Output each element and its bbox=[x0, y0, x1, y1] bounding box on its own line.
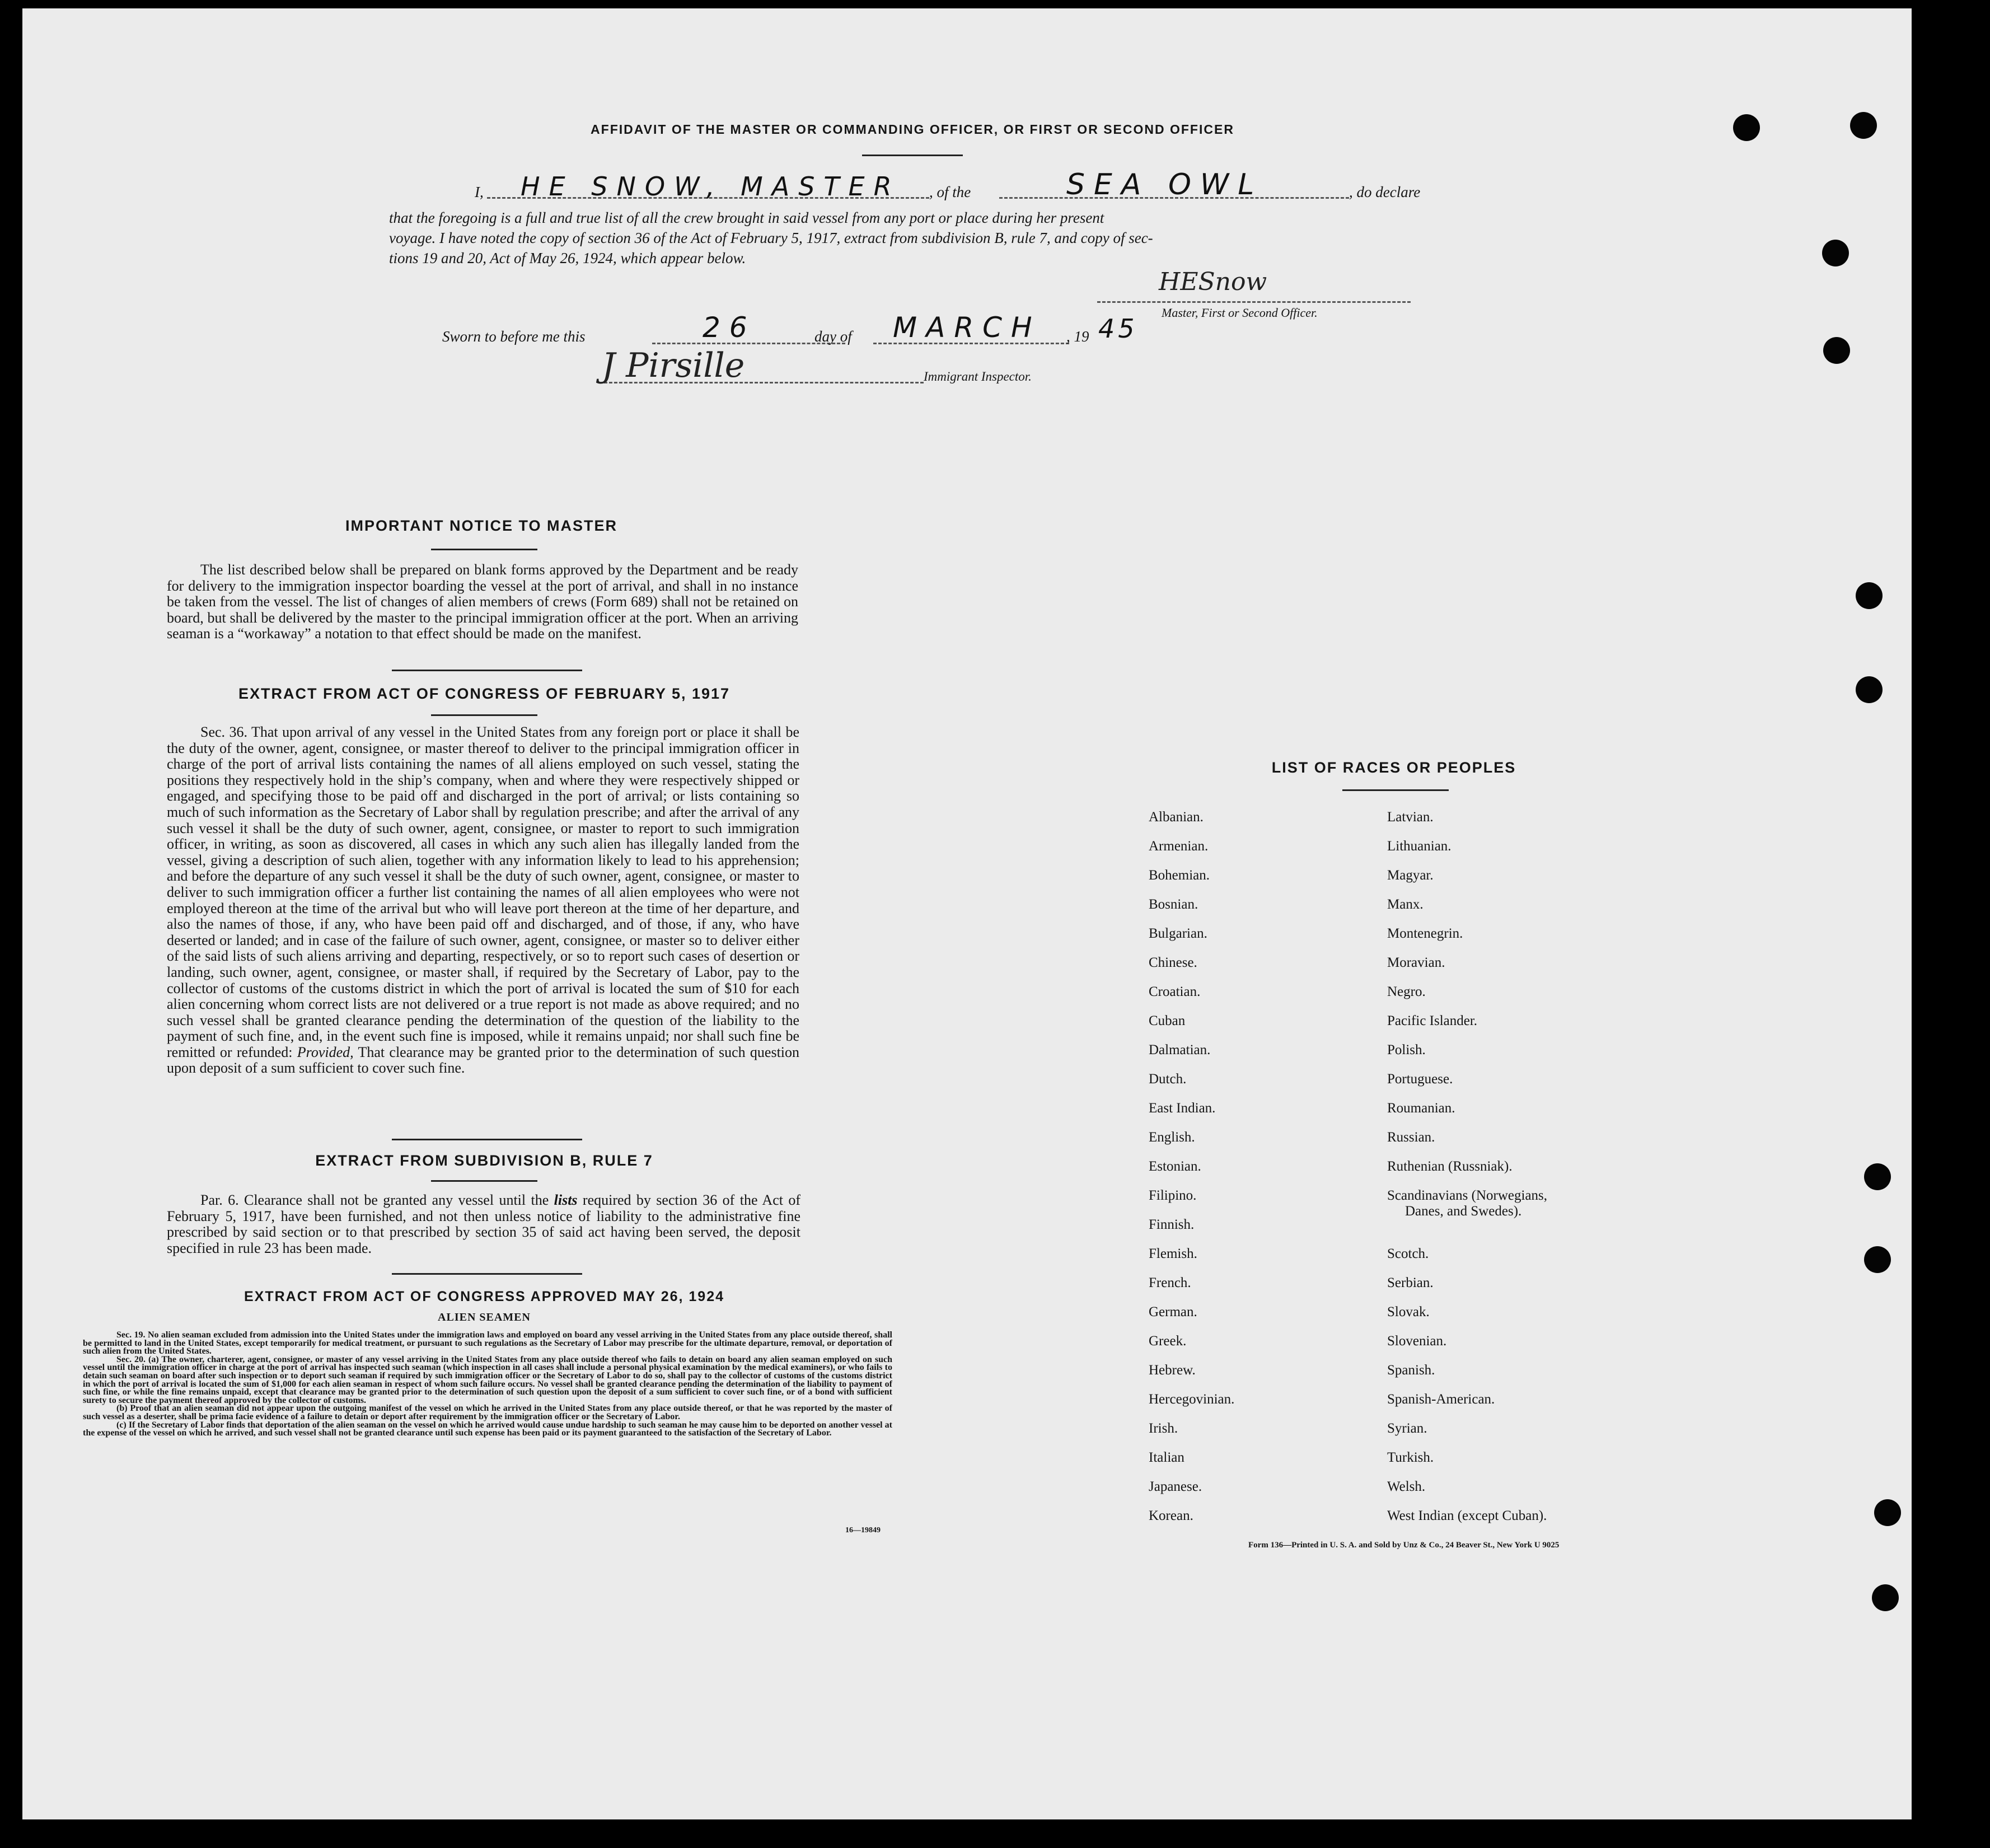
sworn-month-handwritten[interactable]: MARCH bbox=[893, 311, 1041, 344]
punch-hole bbox=[1874, 1499, 1901, 1526]
race-item: Magyar. bbox=[1387, 868, 1434, 883]
race-item: Dutch. bbox=[1149, 1072, 1187, 1087]
race-item: Croatian. bbox=[1149, 984, 1201, 999]
do-declare-label: , do declare bbox=[1349, 184, 1421, 200]
divider bbox=[862, 155, 963, 156]
race-item: English. bbox=[1149, 1130, 1195, 1145]
race-item: Portuguese. bbox=[1387, 1072, 1453, 1087]
race-item: Bosnian. bbox=[1149, 897, 1198, 912]
punch-hole bbox=[1872, 1584, 1899, 1611]
form-printer-note: Form 136—Printed in U. S. A. and Sold by Unz & Co., 24 Beaver St., New York U 9025 bbox=[1248, 1541, 1560, 1550]
race-item: Flemish. bbox=[1149, 1246, 1197, 1261]
notice-text: The list described below shall be prepared on blank forms approved by the Department and be ready for delivery to the immigration inspector boarding the vessel at the port of arrival, and shall in no instance be taken from the vessel. The list of changes of alien members of crews (Form 689) shall not be retained on board, but shall be delivered by the master to the principal immigration officer at the port. When an arriving seaman is a “workaway” a notation to that effect should be made on the manifest. bbox=[167, 562, 798, 642]
divider bbox=[1342, 789, 1449, 791]
race-item: Danes, and Swedes). bbox=[1405, 1204, 1522, 1219]
vessel-name-handwritten[interactable]: SEA OWL bbox=[1066, 168, 1263, 202]
inspector-signature[interactable]: J Pirsille bbox=[602, 346, 745, 385]
race-item: Filipino. bbox=[1149, 1188, 1197, 1203]
race-item: Bulgarian. bbox=[1149, 926, 1207, 941]
section-label: Par. 6. bbox=[200, 1192, 239, 1208]
master-caption: Master, First or Second Officer. bbox=[1162, 306, 1318, 320]
race-item: Japanese. bbox=[1149, 1479, 1202, 1494]
race-item: Irish. bbox=[1149, 1421, 1178, 1436]
race-item: Chinese. bbox=[1149, 955, 1197, 970]
race-item: Dalmatian. bbox=[1149, 1042, 1211, 1058]
divider bbox=[431, 549, 537, 550]
race-item: Italian bbox=[1149, 1450, 1184, 1465]
race-item: Scotch. bbox=[1387, 1246, 1429, 1261]
section-label: Sec. 36. bbox=[200, 724, 247, 740]
i-label: I, bbox=[475, 184, 484, 200]
race-item: German. bbox=[1149, 1304, 1197, 1320]
section-20c: (c) If the Secretary of Labor finds that deportation of the alien seaman on the vessel on which he arrived would cause undue hardship to such seaman he may cause him to be deported on another vessel at the expense of the vessel on which he arrived, and such vessel shall not be granted clearance until such expense has been paid or its payment guaranteed to the satisfaction of the Secretary of Labor. bbox=[83, 1420, 892, 1438]
extract-1917-heading: EXTRACT FROM ACT OF CONGRESS OF FEBRUARY 5, 1917 bbox=[238, 685, 731, 702]
race-item: Spanish. bbox=[1387, 1363, 1435, 1378]
inspector-caption: Immigrant Inspector. bbox=[924, 369, 1032, 383]
affidavit-body-line: that the foregoing is a full and true list of all the crew brought in said vessel from any port or place during her present bbox=[389, 209, 1104, 226]
race-item: Serbian. bbox=[1387, 1275, 1434, 1290]
lists-term: lists bbox=[554, 1192, 578, 1208]
master-name-handwritten[interactable]: HE SNOW, MASTER bbox=[521, 171, 901, 202]
race-item: West Indian (except Cuban). bbox=[1387, 1508, 1547, 1523]
race-item: Spanish-American. bbox=[1387, 1392, 1495, 1407]
race-item: Polish. bbox=[1387, 1042, 1426, 1058]
race-item: Finnish. bbox=[1149, 1217, 1195, 1232]
punch-hole bbox=[1864, 1246, 1891, 1273]
extract-rule7-heading: EXTRACT FROM SUBDIVISION B, RULE 7 bbox=[315, 1152, 653, 1169]
of-the-label: , of the bbox=[929, 184, 971, 200]
race-item: Albanian. bbox=[1149, 810, 1204, 825]
race-item: Hebrew. bbox=[1149, 1363, 1196, 1378]
race-item: Korean. bbox=[1149, 1508, 1193, 1523]
provided-term: Provided, bbox=[297, 1044, 354, 1060]
affidavit-body-line: voyage. I have noted the copy of section 36 of the Act of February 5, 1917, extract from subdivision B, rule 7, and copy of sec- bbox=[389, 230, 1153, 246]
divider bbox=[392, 1273, 582, 1275]
extract-1924-text bbox=[83, 1331, 892, 1438]
divider bbox=[392, 1139, 582, 1140]
sworn-day-handwritten[interactable]: 26 bbox=[703, 311, 756, 344]
race-item: Moravian. bbox=[1387, 955, 1445, 970]
extract-rule7-text bbox=[167, 1192, 800, 1256]
race-item: Roumanian. bbox=[1387, 1101, 1455, 1116]
race-item: Negro. bbox=[1387, 984, 1426, 999]
race-item: Lithuanian. bbox=[1387, 839, 1451, 854]
race-item: Greek. bbox=[1149, 1334, 1187, 1349]
punch-hole bbox=[1850, 112, 1877, 139]
rule7-body-b: required by section 36 of the Act of February 5, 1917, have been furnished, and not then unless notice of liability to the administrative fine prescribed by said section or to that prescribed by section 35 of said act having been served, the deposit specified in rule 23 has been made. bbox=[167, 1192, 800, 1256]
race-item: Cuban bbox=[1149, 1013, 1186, 1028]
race-item: Russian. bbox=[1387, 1130, 1435, 1145]
race-item: Hercegovinian. bbox=[1149, 1392, 1235, 1407]
day-of-label: day of bbox=[814, 328, 852, 345]
race-item: Ruthenian (Russniak). bbox=[1387, 1159, 1513, 1174]
race-item: Manx. bbox=[1387, 897, 1424, 912]
race-item: Slovak. bbox=[1387, 1304, 1430, 1320]
race-item: French. bbox=[1149, 1275, 1191, 1290]
punch-hole bbox=[1864, 1163, 1891, 1190]
year-handwritten[interactable]: 45 bbox=[1098, 314, 1138, 344]
divider bbox=[431, 714, 537, 716]
form-code: 16—19849 bbox=[845, 1526, 881, 1534]
punch-hole bbox=[1822, 240, 1849, 266]
race-item: Welsh. bbox=[1387, 1479, 1426, 1494]
notice-heading: IMPORTANT NOTICE TO MASTER bbox=[345, 517, 617, 534]
punch-hole bbox=[1823, 337, 1850, 364]
section-36-body: That upon arrival of any vessel in the United States from any foreign port or place it shall be the duty of the owner, agent, consignee, or master thereof to deliver to the principal immigration officer in charge of the port of arrival lists containing the names of all aliens employed on such vessel, stating the positions they respectively hold in the ship’s company, when and where they were respectively shipped or engaged, and specifying those to be paid off and discharged in the port of arrival; or lists containing so much of such information as the Secretary of Labor shall by regulation prescribe; and after the arrival of any such vessel it shall be the duty of such owner, agent, consignee, or master to report to such immigration officer, in writing, as soon as discovered, all cases in which any such alien has illegally landed from the vessel, giving a description of such alien, together with any information likely to lead to his apprehension; and before the departure of any such vessel it shall be the duty of such owner, agent, consignee, or master to deliver to such immigration officer a further list containing the names of all alien employees who were not employed thereon at the time of the arrival but who will leave port thereon at the time of her departure, and also the names of those, if any, who have been paid off and discharged, and of those, if any, who have deserted or landed; and in case of the failure of such owner, agent, consignee, or master so to deliver either of the said lists of such aliens arriving and departing, respectively, or so to report such cases of desertion or landing, such owner, agent, consignee, or master shall, if required by the Secretary of Labor, pay to the collector of customs of the customs district in which the port of arrival is located the sum of $10 for each alien concerning whom correct lists are not delivered or a true report is not made as above required; and no such vessel shall be granted clearance pending the determination of the question of the liability to the payment of such fine, and, in the event such fine is imposed, while it remains unpaid; nor shall such fine be remitted or refunded: bbox=[167, 724, 799, 1060]
race-item: East Indian. bbox=[1149, 1101, 1216, 1116]
year-prefix: , 19 bbox=[1066, 328, 1089, 345]
race-item: Estonian. bbox=[1149, 1159, 1201, 1174]
race-item: Syrian. bbox=[1387, 1421, 1427, 1436]
section-19: Sec. 19. No alien seaman excluded from admission into the United States under the immigration laws and employed on board any vessel arriving in the United States from any place outside thereof, shall be permitted to land in the United States, except temporarily for medical treatment, or pursuant to such regulations as the Secretary of Labor may prescribe for the ultimate departure, removal, or deportation of such alien from the United States. bbox=[83, 1330, 892, 1356]
race-item: Scandinavians (Norwegians, bbox=[1387, 1188, 1548, 1203]
race-item: Slovenian. bbox=[1387, 1334, 1447, 1349]
race-item: Bohemian. bbox=[1149, 868, 1210, 883]
section-20b: (b) Proof that an alien seaman did not appear upon the outgoing manifest of the vessel on which he arrived in the United States from any place outside thereof, or that he was reported by the master of such vessel as a deserter, shall be prima facie evidence of a failure to detain or deport after requirement by the immigration officer or the Secretary of Labor. bbox=[83, 1403, 892, 1421]
master-signature-line bbox=[1097, 301, 1411, 303]
affidavit-body-line: tions 19 and 20, Act of May 26, 1924, which appear below. bbox=[389, 250, 746, 266]
section-20a: Sec. 20. (a) The owner, charterer, agent, consignee, or master of any vessel arriving in the United States from any place outside thereof who fails to detain on board any alien seaman employed on such vessel until the immigration officer in charge at the port of arrival has inspected such seaman (which inspection in all cases shall include a personal physical examination by the medical examiners), or who fails to detain such seaman on board after such inspection or to deport such seaman if required by such immigration officer or the Secretary of Labor to do so, shall pay to the collector of customs of the customs district in which the port of arrival is located the sum of $1,000 for each alien seaman in respect of whom such failure occurs. No vessel shall be granted clearance pending the determination of the liability to payment of such fine, or while the fine remains unpaid, except that clearance may be granted prior to the determination of such question upon the deposit of a sum sufficient to cover such fine, or of a bond with sufficient surety to secure the payment thereof approved by the collector of customs. bbox=[83, 1354, 892, 1405]
divider bbox=[392, 670, 582, 671]
punch-hole bbox=[1856, 676, 1883, 703]
sworn-label: Sworn to before me this bbox=[442, 328, 586, 345]
divider bbox=[431, 1180, 537, 1182]
punch-hole bbox=[1856, 582, 1883, 609]
alien-seamen-subheading: ALIEN SEAMEN bbox=[438, 1311, 531, 1323]
race-item: Montenegrin. bbox=[1387, 926, 1463, 941]
rule7-body-a: Clearance shall not be granted any vessel until the bbox=[244, 1192, 549, 1208]
races-heading: LIST OF RACES OR PEOPLES bbox=[1271, 759, 1516, 776]
race-item: Turkish. bbox=[1387, 1450, 1434, 1465]
extract-1917-text bbox=[167, 724, 799, 1077]
affidavit-title: AFFIDAVIT OF THE MASTER OR COMMANDING OFFICER, OR FIRST OR SECOND OFFICER bbox=[591, 122, 1234, 137]
race-item: Latvian. bbox=[1387, 810, 1434, 825]
race-item: Pacific Islander. bbox=[1387, 1013, 1478, 1028]
race-item: Armenian. bbox=[1149, 839, 1209, 854]
master-signature[interactable]: HESnow bbox=[1159, 268, 1267, 296]
extract-1924-heading: EXTRACT FROM ACT OF CONGRESS APPROVED MAY 26, 1924 bbox=[244, 1289, 725, 1304]
punch-hole bbox=[1733, 114, 1760, 141]
section-36-end: That clearance may be granted prior to the determination of such question upon deposit of a sum sufficient to cover such fine. bbox=[167, 1044, 800, 1077]
